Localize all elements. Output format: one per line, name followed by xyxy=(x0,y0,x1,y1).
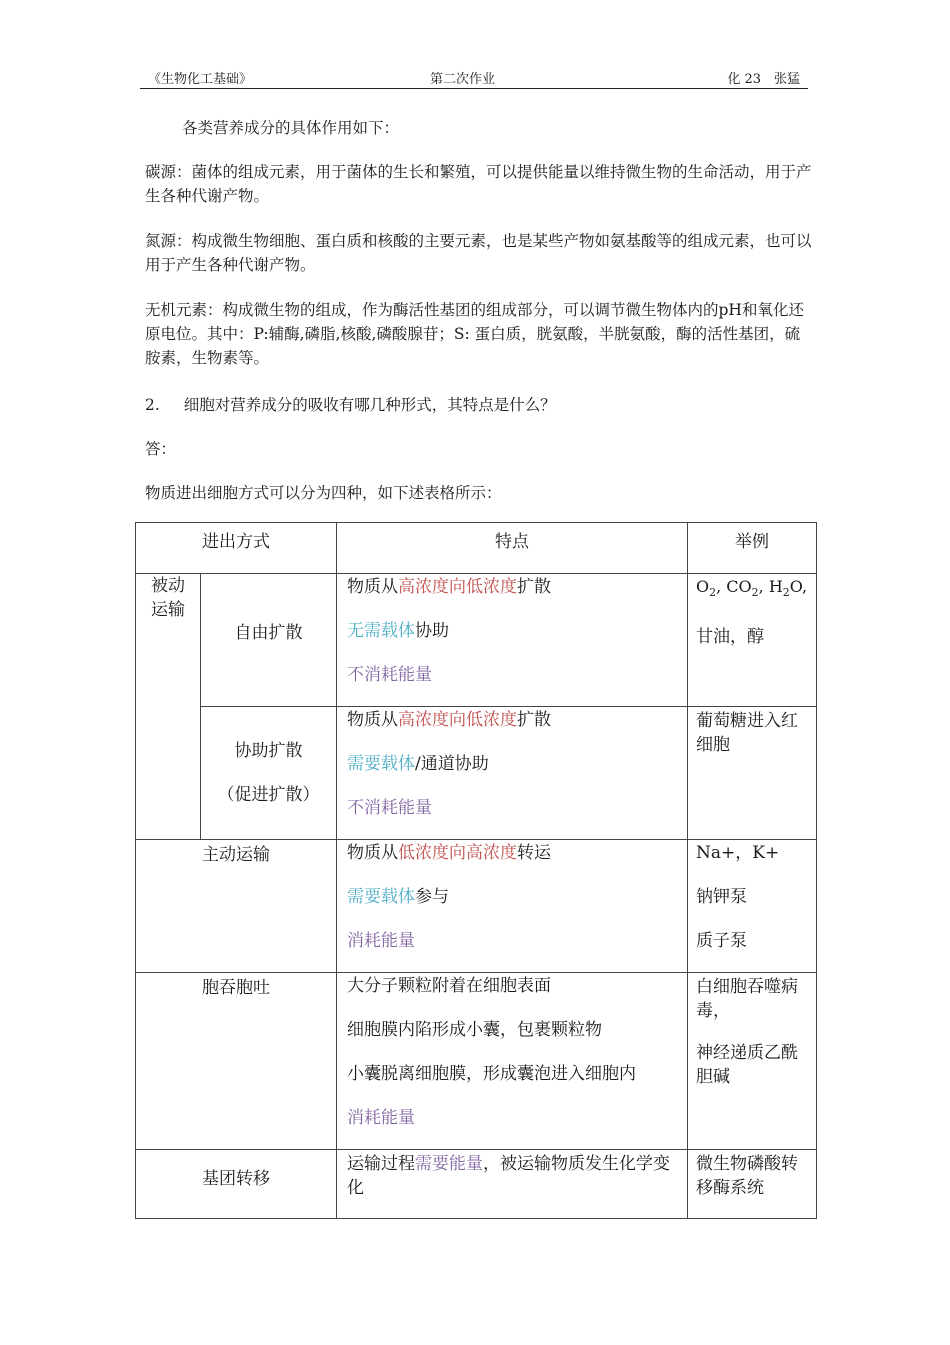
header-author: 化 23 张猛 xyxy=(727,72,800,87)
endo-f1: 大分子颗粒附着在细胞表面 xyxy=(347,976,551,996)
free-f2b: 协助 xyxy=(415,621,449,641)
row-group-translocation xyxy=(136,1150,817,1219)
fac-f1a: 物质从 xyxy=(347,710,398,730)
passive-transport-label: 被动运输 xyxy=(136,574,201,840)
page-header xyxy=(140,66,808,89)
act-f2a: 需要载体 xyxy=(347,887,415,907)
ex-co: , CO xyxy=(716,577,752,596)
group-fc: ，被运输物质发生化学变化 xyxy=(347,1154,670,1198)
ex-h-sub: 2 xyxy=(782,586,790,600)
header-assignment: 第二次作业 xyxy=(430,72,496,87)
ex-co-sub: 2 xyxy=(751,586,759,600)
group-translocation-name: 基团转移 xyxy=(136,1150,337,1219)
free-f2a: 无需载体 xyxy=(347,621,415,641)
endo-ex2: 神经递质乙酰胆碱 xyxy=(696,1043,798,1087)
nitrogen-paragraph: 氮源：构成微生物细胞、蛋白质和核酸的主要元素，也是某些产物如氨基酸等的组成元素，也可以用于产生各种代谢产物。 xyxy=(145,232,812,274)
question-number: 2. xyxy=(145,396,160,414)
fac-f2b: /通道协助 xyxy=(415,754,489,774)
intro-text: 各类营养成分的具体作用如下： xyxy=(182,119,400,137)
header-example: 举例 xyxy=(688,523,817,574)
free-ex2: 甘油，醇 xyxy=(696,627,764,648)
fac-f2a: 需要载体 xyxy=(347,754,415,774)
row-free-diffusion xyxy=(136,574,817,707)
active-transport-example xyxy=(688,840,817,973)
ex-o-sub: 2 xyxy=(709,586,717,600)
endocytosis-example xyxy=(688,973,817,1150)
ex-h: , H xyxy=(758,577,783,596)
transport-table xyxy=(135,522,817,1219)
free-f1a: 物质从 xyxy=(347,577,398,597)
facilitated-diffusion-example: 葡萄糖进入红细胞 xyxy=(688,707,817,840)
group-fb: 需要能量 xyxy=(415,1154,483,1174)
endocytosis-features xyxy=(337,973,688,1150)
act-ex2: 钠钾泵 xyxy=(696,887,747,907)
fac-f3: 不消耗能量 xyxy=(347,798,432,818)
facilitated-diffusion-features xyxy=(337,707,688,840)
carbon-paragraph: 碳源：菌体的组成元素，用于菌体的生长和繁殖，可以提供能量以维持微生物的生命活动，用于产生各种代谢产物。 xyxy=(145,163,812,205)
header-feature: 特点 xyxy=(337,523,688,574)
act-ex3: 质子泵 xyxy=(696,931,747,951)
endo-f4: 消耗能量 xyxy=(347,1108,415,1128)
row-endocytosis xyxy=(136,973,817,1150)
question-2 xyxy=(145,393,815,417)
fac-f1c: 扩散 xyxy=(517,710,551,730)
free-f1c: 扩散 xyxy=(517,577,551,597)
facilitated-name1: 协助扩散 xyxy=(234,741,303,761)
facilitated-diffusion-name xyxy=(201,707,337,840)
group-translocation-example: 微生物磷酸转移酶系统 xyxy=(688,1150,817,1219)
act-f1a: 物质从 xyxy=(347,843,398,863)
endo-ex1: 白细胞吞噬病毒， xyxy=(696,977,798,1021)
header-course: 《生物化工基础》 xyxy=(148,72,253,87)
fac-f1b: 高浓度向低浓度 xyxy=(398,710,517,730)
act-f1c: 转运 xyxy=(517,843,551,863)
question-text: 细胞对营养成分的吸收有哪几种形式，其特点是什么？ xyxy=(183,396,556,414)
endo-f3: 小囊脱离细胞膜，形成囊泡进入细胞内 xyxy=(347,1064,636,1084)
header-mode: 进出方式 xyxy=(136,523,337,574)
row-facilitated-diffusion xyxy=(136,707,817,840)
group-translocation-features xyxy=(337,1150,688,1219)
free-diffusion-name: 自由扩散 xyxy=(201,574,337,707)
free-f1b: 高浓度向低浓度 xyxy=(398,577,517,597)
ex-end: O, xyxy=(789,577,808,596)
answer-label: 答： xyxy=(145,440,177,458)
group-fa: 运输过程 xyxy=(347,1154,415,1174)
active-transport-features xyxy=(337,840,688,973)
act-f3: 消耗能量 xyxy=(347,931,415,951)
endo-f2: 细胞膜内陷形成小囊，包裹颗粒物 xyxy=(347,1020,602,1040)
endocytosis-name: 胞吞胞吐 xyxy=(136,973,337,1150)
facilitated-name2: （促进扩散） xyxy=(217,785,320,805)
ex-o: O xyxy=(696,577,710,596)
act-f2b: 参与 xyxy=(415,887,449,907)
free-diffusion-example xyxy=(688,574,817,707)
act-ex1: Na+，K+ xyxy=(696,843,780,863)
active-transport-name: 主动运输 xyxy=(136,840,337,973)
inorganic-paragraph: 无机元素：构成微生物的组成，作为酶活性基团的组成部分，可以调节微生物体内的pH和氧化还原电位。其中：P:辅酶,磷脂,核酸,磷酸腺苷；S: 蛋白质，胱氨酸，半胱氨酸，酶的活性基团，硫胺素，生物素等。 xyxy=(145,301,804,367)
free-f3: 不消耗能量 xyxy=(347,665,432,685)
table-intro: 物质进出细胞方式可以分为四种，如下述表格所示： xyxy=(145,484,502,502)
free-diffusion-features xyxy=(337,574,688,707)
table-header-row xyxy=(136,523,817,574)
row-active-transport xyxy=(136,840,817,973)
act-f1b: 低浓度向高浓度 xyxy=(398,843,517,863)
